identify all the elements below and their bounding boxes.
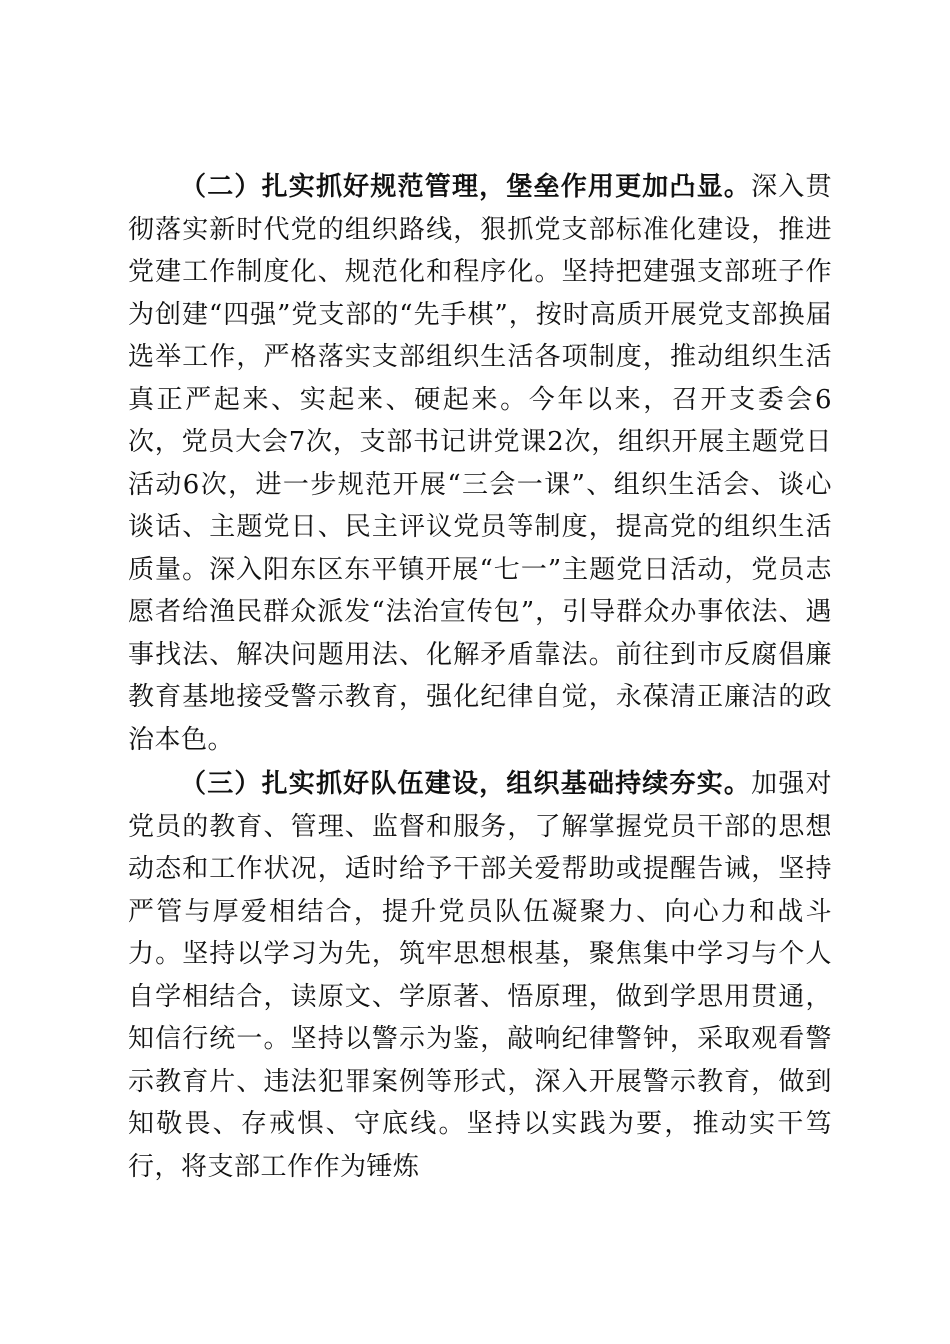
section-heading-3: （三）扎实抓好队伍建设，组织基础持续夯实。 <box>180 769 752 799</box>
section-body-3: 加强对党员的教育、管理、监督和服务，了解掌握党员干部的思想动态和工作状况，适时给予干部关爱帮助或提醒告诫，坚持严管与厚爱相结合，提升党员队伍凝聚力、向心力和战斗力。坚持以学习为先，筑牢思想根基，聚焦集中学习与个人自学相结合，读原文、学原著、悟原理，做到学思用贯通，知信行统一。坚持以警示为鉴，敲响纪律警钟，采取观看警示教育片、违法犯罪案例等形式，深入开展警示教育，做到知敬畏、存戒惧、守底线。坚持以实践为要，推动实干笃行，将支部工作作为锤炼 <box>128 769 832 1182</box>
paragraph-section-2 <box>128 166 832 761</box>
paragraph-section-3 <box>128 763 832 1188</box>
section-heading-2: （二）扎实抓好规范管理，堡垒作用更加凸显。 <box>180 172 752 202</box>
section-body-2: 深入贯彻落实新时代党的组织路线，狠抓党支部标准化建设，推进党建工作制度化、规范化和程序化。坚持把建强支部班子作为创建“四强”党支部的“先手棋”，按时高质开展党支部换届选举工作，严格落实支部组织生活各项制度，推动组织生活真正严起来、实起来、硬起来。今年以来，召开支委会6次，党员大会7次，支部书记讲党课2次，组织开展主题党日活动6次，进一步规范开展“三会一课”、组织生活会、谈心谈话、主题党日、民主评议党员等制度，提高党的组织生活质量。深入阳东区东平镇开展“七一”主题党日活动，党员志愿者给渔民群众派发“法治宣传包”，引导群众办事依法、遇事找法、解决问题用法、化解矛盾靠法。前往到市反腐倡廉教育基地接受警示教育，强化纪律自觉，永葆清正廉洁的政治本色。 <box>128 172 832 755</box>
document-body <box>128 166 832 1188</box>
